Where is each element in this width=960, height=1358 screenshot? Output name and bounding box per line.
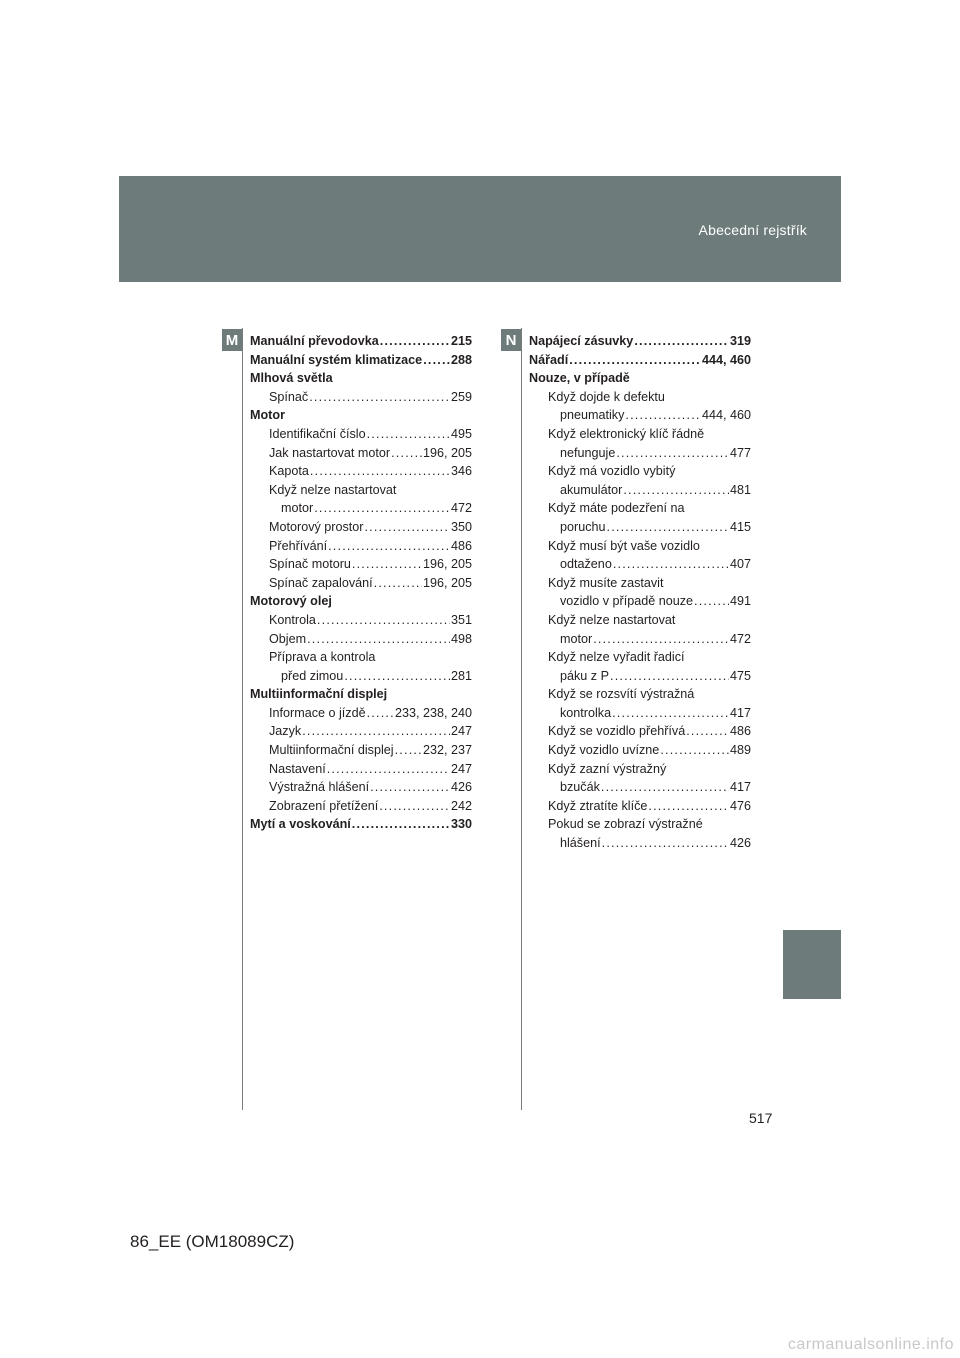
index-entry-page[interactable]: 481 [729,482,751,497]
right-column-rule [521,328,522,1110]
index-entry-text: Když ztratíte klíče [548,798,648,813]
index-entry-text: motor [281,501,314,516]
index-entry [529,332,751,351]
index-entry-page[interactable]: 247 [450,724,472,739]
index-entry-page[interactable]: 247 [450,761,472,776]
index-entry-text: Nářadí [529,352,569,367]
dot-leader [625,406,701,425]
index-entry-text: Manuální systém klimatizace [250,352,423,367]
index-entry-text: Zobrazení přetížení [269,798,379,813]
index-entry-page[interactable]: 232, 237 [422,743,472,758]
dot-leader [352,815,450,834]
index-entry-text: Motorový prostor [269,519,364,534]
index-entry [529,388,751,407]
index-entry-page[interactable]: 351 [450,612,472,627]
dot-leader [648,797,729,816]
index-entry-text: bzučák [560,780,600,795]
index-entry [529,369,751,388]
index-entry-page[interactable]: 242 [450,798,472,813]
index-entry [250,704,472,723]
index-entry [250,555,472,574]
dot-leader [395,741,422,760]
index-entry [529,462,751,481]
index-entry-text: Nastavení [269,761,326,776]
dot-leader [686,722,729,741]
header-band [119,176,841,282]
index-entry [529,611,751,630]
index-entry-text: akumulátor [560,482,623,497]
index-entry-text: hlášení [560,836,601,851]
index-entry-text: Spínač [269,389,309,404]
index-entry-text: Když musíte zastavit [548,575,664,590]
index-entry-page[interactable]: 444, 460 [701,408,751,423]
dot-leader [623,481,729,500]
index-entry [250,537,472,556]
index-entry-text: Když se rozsvítí výstražná [548,687,695,702]
index-entry-page[interactable]: 486 [729,724,751,739]
index-entry-text: nefunguje [560,445,616,460]
index-entry-text: Informace o jízdě [269,705,366,720]
left-column-rule [242,328,243,1110]
index-entry-text: Kapota [269,464,309,479]
index-entry [529,481,751,500]
index-entry-text: odtaženo [560,557,612,572]
index-entry-text: Identifikační číslo [269,426,366,441]
dot-leader [613,555,729,574]
index-entry-page[interactable]: 196, 205 [422,445,472,460]
index-entry [250,444,472,463]
dot-leader [660,741,729,760]
index-entry-page[interactable]: 475 [729,668,751,683]
index-entry [529,592,751,611]
index-entry-page[interactable]: 288 [450,352,472,367]
index-column-m [250,332,472,834]
dot-leader [379,797,450,816]
index-entry [529,425,751,444]
index-entry-text: Když dojde k defektu [548,389,665,404]
index-entry-text: Spínač zapalování [269,575,373,590]
index-entry-page[interactable]: 495 [450,426,472,441]
index-entry-text: Motorový olej [250,594,332,609]
index-entry [250,481,472,500]
index-entry-page[interactable]: 426 [450,780,472,795]
watermark: carmanualsonline.info [787,1336,954,1353]
index-entry-text: Když nelze nastartovat [548,612,676,627]
index-entry-text: Když elektronický klíč řádně [548,426,705,441]
dot-leader [610,667,729,686]
index-entry-text: Přehřívání [269,538,328,553]
dot-leader [344,667,450,686]
index-entry-page[interactable]: 330 [450,817,472,832]
index-entry [250,592,472,611]
index-entry [529,760,751,779]
index-entry [529,518,751,537]
section-side-tab [783,930,841,999]
index-entry [529,778,751,797]
index-entry [529,815,751,834]
index-column-n [529,332,751,853]
index-entry-page[interactable]: 281 [450,668,472,683]
index-entry-text: motor [560,631,593,646]
index-entry [529,351,751,370]
index-entry [529,648,751,667]
index-entry [529,537,751,556]
index-entry [529,555,751,574]
dot-leader [569,351,701,370]
index-entry-page[interactable]: 486 [450,538,472,553]
dot-leader [309,388,450,407]
dot-leader [310,462,450,481]
dot-leader [314,499,450,518]
index-entry [250,518,472,537]
index-entry-page[interactable]: 215 [450,334,472,348]
index-entry-page[interactable]: 476 [729,798,751,813]
index-entry-text: Multiinformační displej [269,743,394,758]
index-entry-page[interactable]: 417 [729,705,751,720]
index-entry-page[interactable]: 472 [729,631,751,646]
index-entry [250,369,472,388]
dot-leader [317,611,450,630]
index-entry-text: Nouze, v případě [529,371,630,386]
index-entry-text: Multiinformační displej [250,687,388,702]
index-entry-text: Když zazní výstražný [548,761,667,776]
index-entry [529,797,751,816]
index-entry-text: Když nelze vyřadit řadicí [548,650,685,665]
dot-leader [380,332,450,351]
index-entry-text: Mlhová světla [250,371,333,386]
index-entry [529,741,751,760]
index-entry-text: Když máte podezření na [548,501,685,516]
index-entry [250,388,472,407]
letter-badge-n: N [501,329,521,351]
dot-leader [616,444,729,463]
index-entry-text: pneumatiky [560,408,625,423]
index-entry-page[interactable]: 319 [729,334,751,348]
index-entry-page[interactable]: 498 [450,631,472,646]
index-entry-page[interactable]: 350 [450,519,472,534]
page-title: Abecední rejstřík [698,222,807,238]
index-entry [250,685,472,704]
index-entry-page[interactable]: 489 [729,743,751,758]
index-entry-page[interactable]: 477 [729,445,751,460]
dot-leader [423,351,450,370]
dot-leader [607,518,729,537]
dot-leader [328,537,450,556]
index-entry-text: Jak nastartovat motor [269,445,391,460]
index-entry-page[interactable]: 259 [450,389,472,404]
dot-leader [367,425,450,444]
index-entry [250,332,472,351]
page-number: 517 [749,1110,773,1126]
index-entry [529,685,751,704]
index-entry-text: kontrolka [560,705,612,720]
index-entry-text: Objem [269,631,307,646]
index-entry-text: Manuální převodovka [250,334,379,348]
index-entry [250,425,472,444]
index-entry-page[interactable]: 196, 205 [422,575,472,590]
index-entry-page[interactable]: 346 [450,464,472,479]
letter-badge-m: M [222,329,242,351]
index-entry [529,574,751,593]
index-entry [250,611,472,630]
dot-leader [634,332,729,351]
index-entry-text: Motor [250,408,285,423]
index-entry-page[interactable]: 196, 205 [422,557,472,572]
index-entry-text: Napájecí zásuvky [529,334,634,348]
index-entry-text: Když vozidlo uvízne [548,743,660,758]
index-entry-page[interactable]: 472 [450,501,472,516]
index-entry-text: vozidlo v případě nouze [560,594,694,609]
index-entry-page[interactable]: 417 [729,780,751,795]
index-entry-text: Výstražná hlášení [269,780,370,795]
index-entry-text: Pokud se zobrazí výstražné [548,817,703,832]
dot-leader [367,704,394,723]
index-entry [250,351,472,370]
index-entry [250,406,472,425]
index-entry [250,778,472,797]
index-entry [250,722,472,741]
dot-leader [370,778,450,797]
index-entry [250,648,472,667]
dot-leader [593,630,729,649]
index-entry [250,667,472,686]
index-entry [250,574,472,593]
dot-leader [364,518,450,537]
index-entry-text: Příprava a kontrola [269,650,376,665]
index-entry-text: páku z P [560,668,610,683]
index-entry-page[interactable]: 415 [729,519,751,534]
index-entry [250,499,472,518]
index-entry [529,704,751,723]
index-entry-page[interactable]: 407 [729,557,751,572]
index-entry [250,462,472,481]
index-entry-text: Když musí být vaše vozidlo [548,538,700,553]
index-entry-page[interactable]: 491 [729,594,751,609]
index-entry-page[interactable]: 444, 460 [701,352,751,367]
index-entry [529,834,751,853]
dot-leader [602,834,729,853]
index-entry-text: poruchu [560,519,606,534]
index-entry-text: Když nelze nastartovat [269,482,397,497]
dot-leader [391,444,422,463]
dot-leader [307,630,450,649]
index-entry [250,760,472,779]
index-entry-page[interactable]: 233, 238, 240 [394,705,472,720]
dot-leader [694,592,729,611]
index-entry-text: Když se vozidlo přehřívá [548,724,686,739]
index-entry [250,741,472,760]
dot-leader [374,574,422,593]
dot-leader [302,722,450,741]
index-entry [529,722,751,741]
index-entry-text: Spínač motoru [269,557,351,572]
dot-leader [601,778,729,797]
dot-leader [612,704,729,723]
index-entry [529,406,751,425]
index-entry [250,630,472,649]
document-code: 86_EE (OM18089CZ) [130,1232,295,1251]
index-entry-text: Když má vozidlo vybitý [548,464,676,479]
index-entry [529,630,751,649]
index-entry-text: Kontrola [269,612,316,627]
index-entry [250,797,472,816]
index-entry-text: před zimou [281,668,344,683]
index-entry-text: Mytí a voskování [250,817,351,832]
index-entry-text: Jazyk [269,724,302,739]
index-entry [529,444,751,463]
index-entry [529,667,751,686]
index-entry [250,815,472,834]
dot-leader [327,760,450,779]
index-entry-page[interactable]: 426 [729,836,751,851]
dot-leader [352,555,422,574]
index-entry [529,499,751,518]
